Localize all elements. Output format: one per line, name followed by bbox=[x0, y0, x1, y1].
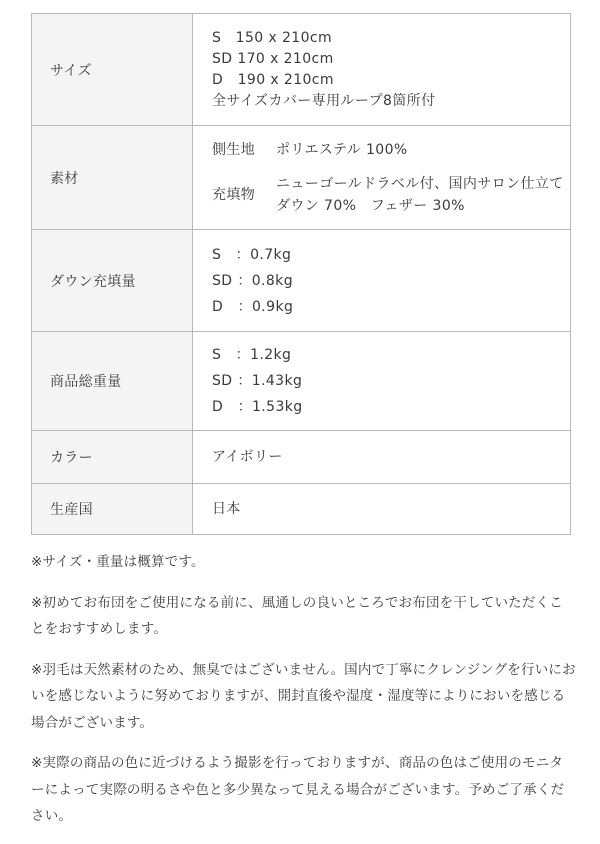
spec-row-size bbox=[32, 14, 571, 126]
spec-table bbox=[31, 13, 571, 535]
material-fill-value-1: ニューゴールドラベル付、国内サロン仕立て bbox=[276, 175, 564, 192]
total-weight-s: S ：1.2kg bbox=[212, 347, 292, 363]
spec-label-material: 素材 bbox=[32, 126, 193, 230]
spec-row-color bbox=[32, 431, 571, 484]
size-s: S 150 x 210cm bbox=[212, 29, 333, 46]
total-weight-sd: SD ：1.43kg bbox=[212, 373, 303, 389]
spec-row-down-fill bbox=[32, 230, 571, 332]
spec-label-color: カラー bbox=[32, 431, 193, 484]
size-d: D 190 x 210cm bbox=[212, 71, 334, 88]
material-fill-value-2: ダウン 70% フェザー 30% bbox=[276, 197, 465, 214]
material-shell bbox=[212, 139, 570, 161]
down-fill-d: D ：0.9kg bbox=[212, 298, 294, 315]
spec-value-total-weight bbox=[193, 332, 571, 431]
notes-section bbox=[31, 549, 576, 844]
size-sd: SD 170 x 210cm bbox=[212, 50, 334, 67]
origin-value: 日本 bbox=[212, 500, 241, 517]
material-shell-label: 側生地 bbox=[212, 141, 256, 158]
spec-row-origin bbox=[32, 484, 571, 535]
spec-label-down-fill: ダウン充填量 bbox=[32, 230, 193, 332]
material-fill bbox=[212, 173, 570, 217]
note-color: ※実際の商品の色に近づけるよう撮影を行っておりますが、商品の色はご使用のモニターによって実際の明るさや色と多少異なって見える場合がございます。予めご了承ください。 bbox=[31, 755, 565, 824]
note-size-weight: ※サイズ・重量は概算です。 bbox=[31, 554, 205, 570]
spec-value-color bbox=[193, 431, 571, 484]
total-weight-d: D ：1.53kg bbox=[212, 399, 303, 415]
down-fill-s: S ：0.7kg bbox=[212, 246, 292, 263]
spec-row-material bbox=[32, 126, 571, 230]
note-air-dry: ※初めてお布団をご使用になる前に、風通しの良いところでお布団を干していただくことをおすすめします。 bbox=[31, 594, 563, 637]
spec-value-origin bbox=[193, 484, 571, 535]
color-value: アイボリー bbox=[212, 448, 283, 465]
note-odor: ※羽毛は天然素材のため、無臭ではございません。国内で丁寧にクレンジングを行いにおいを感じないように努めておりますが、開封直後や湿度・湿度等によりにおいを感じる場合がございます。 bbox=[31, 661, 576, 731]
size-loop-note: 全サイズカバー専用ループ8箇所付 bbox=[212, 92, 436, 109]
spec-label-total-weight: 商品総重量 bbox=[32, 332, 193, 431]
spec-label-size: サイズ bbox=[32, 14, 193, 126]
spec-label-origin: 生産国 bbox=[32, 484, 193, 535]
spec-value-down-fill bbox=[193, 230, 571, 332]
spec-row-total-weight bbox=[32, 332, 571, 431]
spec-value-material bbox=[193, 126, 571, 230]
spec-value-size bbox=[193, 14, 571, 126]
material-fill-label: 充填物 bbox=[212, 186, 256, 203]
down-fill-sd: SD ：0.8kg bbox=[212, 272, 293, 289]
material-shell-value: ポリエステル 100% bbox=[276, 141, 408, 158]
